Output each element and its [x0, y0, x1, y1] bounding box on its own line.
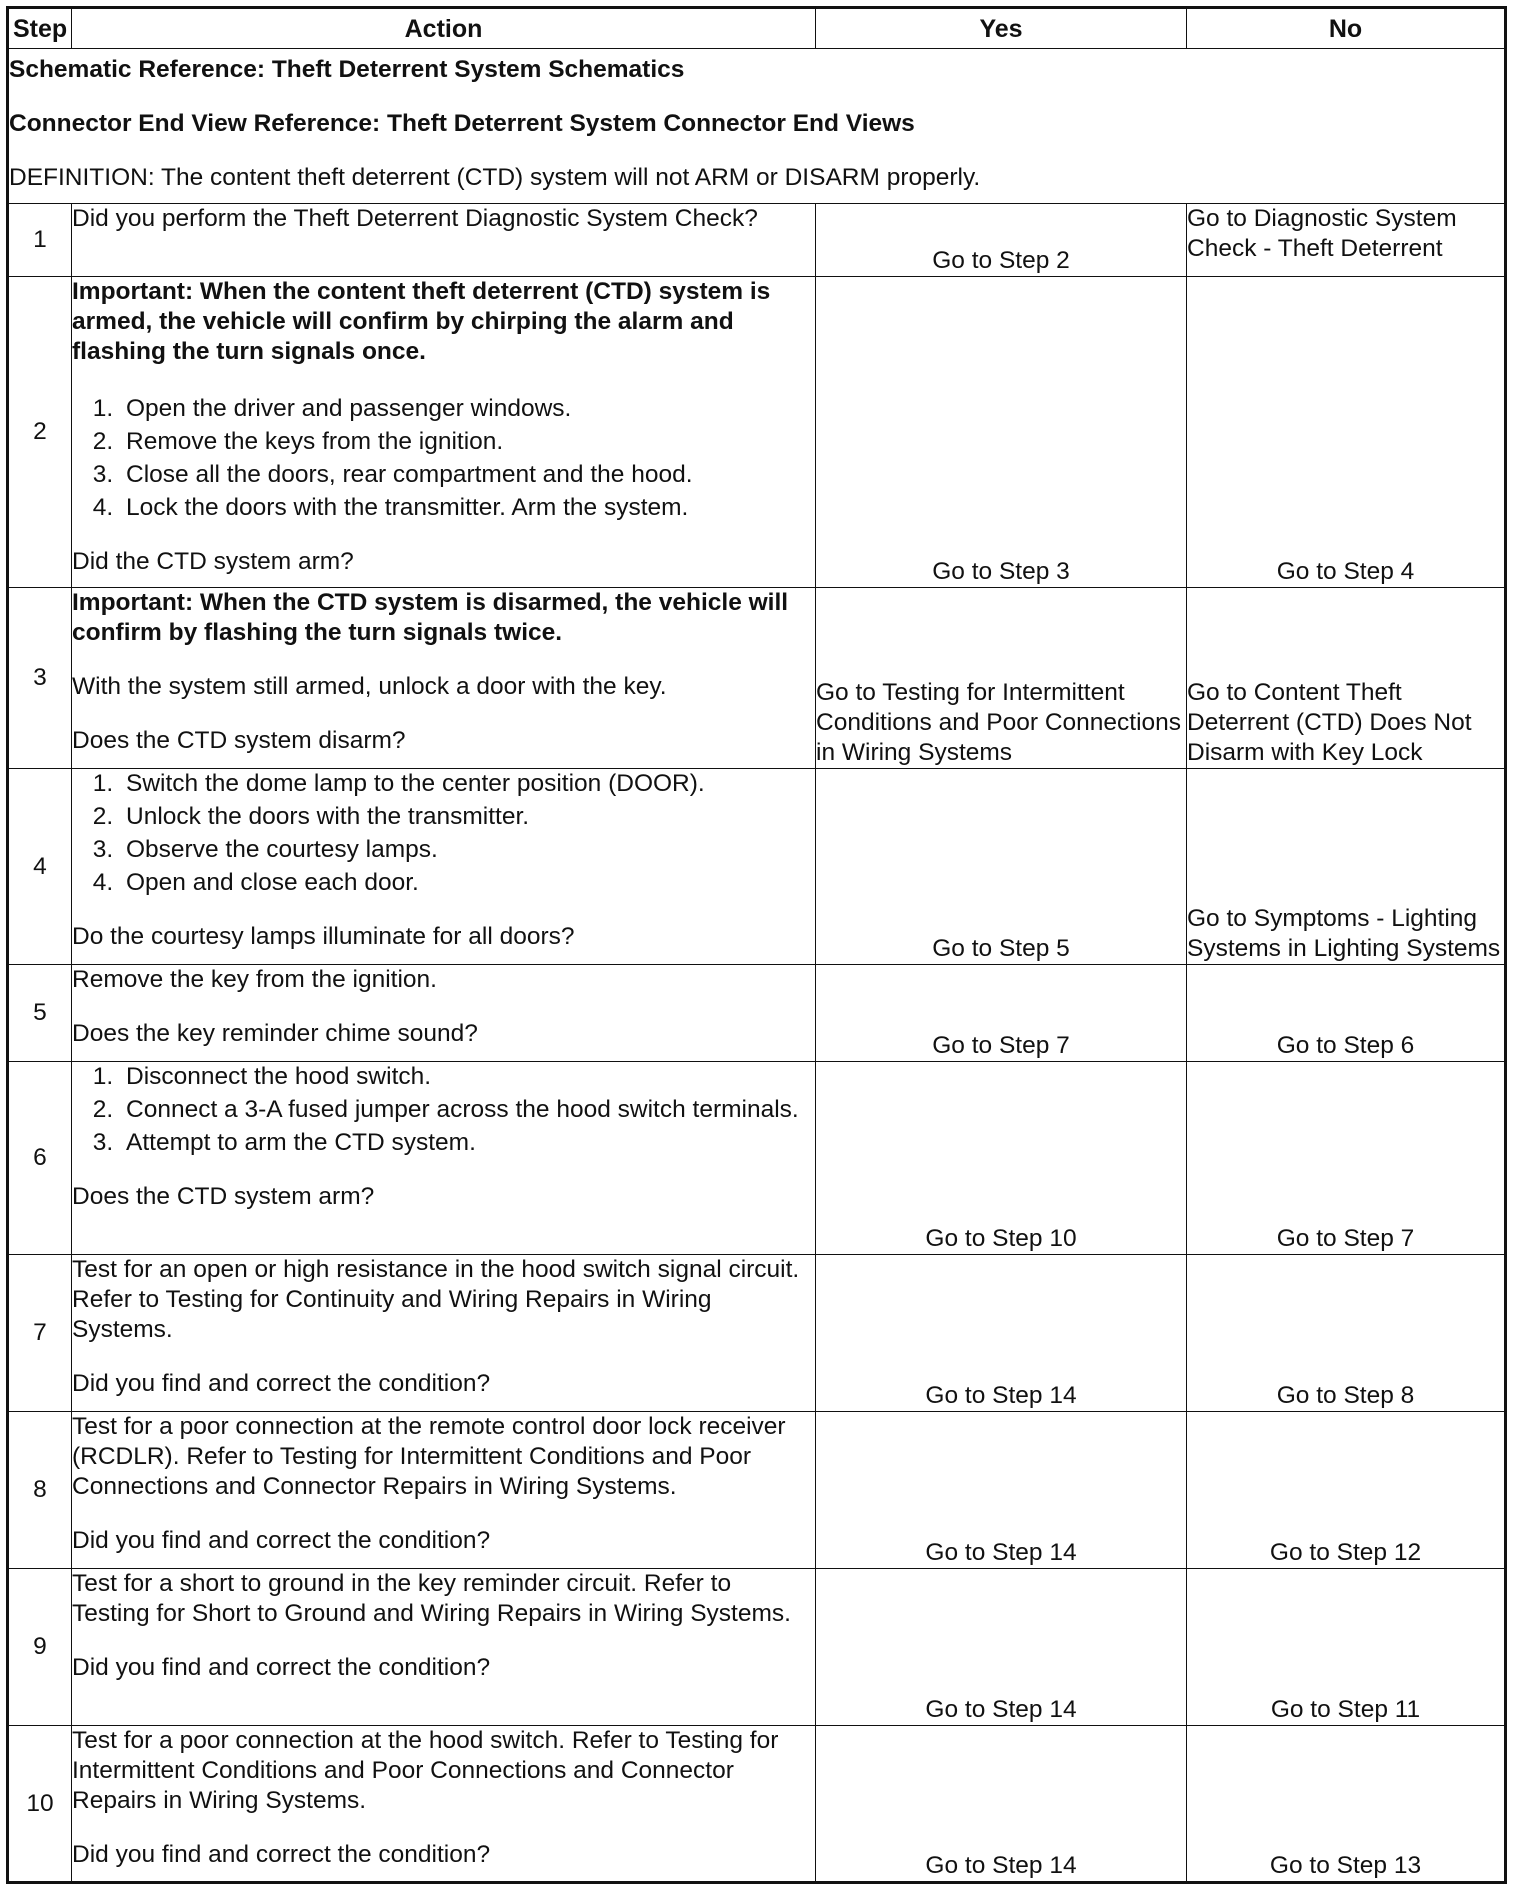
- yes-result: Go to Step 2: [816, 204, 1187, 277]
- list-item: 3. Close all the doors, rear compartment and the hood.: [120, 460, 815, 490]
- step-action: [72, 1062, 816, 1255]
- step-list: [72, 769, 815, 898]
- step-question: Does the CTD system disarm?: [72, 727, 406, 754]
- step-action: [72, 1255, 816, 1412]
- table-row: [8, 1255, 1506, 1412]
- diagnostic-table: [6, 6, 1507, 1884]
- no-result: Go to Content Theft Deterrent (CTD) Does Not Disarm with Key Lock: [1187, 588, 1506, 769]
- yes-result: Go to Step 5: [816, 769, 1187, 965]
- step-number: 1: [8, 204, 72, 277]
- table-row: [8, 965, 1506, 1062]
- references-cell: [8, 49, 1506, 204]
- no-result: Go to Step 8: [1187, 1255, 1506, 1412]
- step-question: Did you find and correct the condition?: [72, 1527, 491, 1554]
- table-row: [8, 204, 1506, 277]
- no-result: Go to Step 7: [1187, 1062, 1506, 1255]
- step-action: [72, 769, 816, 965]
- yes-result: Go to Step 7: [816, 965, 1187, 1062]
- step-action: [72, 1569, 816, 1726]
- step-number: 7: [8, 1255, 72, 1412]
- yes-result: Go to Testing for Intermittent Conditions and Poor Connections in Wiring Systems: [816, 588, 1187, 769]
- step-number: 6: [8, 1062, 72, 1255]
- table-row: [8, 1569, 1506, 1726]
- list-item: 2. Remove the keys from the ignition.: [120, 427, 815, 457]
- no-result: Go to Step 13: [1187, 1726, 1506, 1883]
- table-row: [8, 588, 1506, 769]
- step-text: Test for a poor connection at the hood switch. Refer to Testing for Intermittent Conditions and Poor Connections and Connector Repairs in Wiring Systems.: [72, 1727, 779, 1814]
- no-result: Go to Step 12: [1187, 1412, 1506, 1569]
- header-action: Action: [72, 8, 816, 49]
- step-question: Did you find and correct the condition?: [72, 1654, 491, 1681]
- yes-result: Go to Step 14: [816, 1726, 1187, 1883]
- yes-result: Go to Step 14: [816, 1255, 1187, 1412]
- important-note: Important: When the CTD system is disarmed, the vehicle will confirm by flashing the turn signals twice.: [72, 589, 789, 646]
- step-question: Do the courtesy lamps illuminate for all doors?: [72, 923, 575, 950]
- step-question: Does the key reminder chime sound?: [72, 1020, 478, 1047]
- step-number: 9: [8, 1569, 72, 1726]
- step-number: 10: [8, 1726, 72, 1883]
- table-row: [8, 1412, 1506, 1569]
- yes-result: Go to Step 3: [816, 277, 1187, 588]
- yes-result: Go to Step 14: [816, 1412, 1187, 1569]
- step-question: Does the CTD system arm?: [72, 1183, 375, 1210]
- connector-reference: Connector End View Reference: Theft Deterrent System Connector End Views: [9, 110, 915, 137]
- table-row: [8, 1726, 1506, 1883]
- step-text: With the system still armed, unlock a door with the key.: [72, 673, 667, 700]
- schematic-reference: Schematic Reference: Theft Deterrent System Schematics: [9, 56, 685, 83]
- list-item: 1. Open the driver and passenger windows.: [120, 394, 815, 424]
- step-question: Did you find and correct the condition?: [72, 1370, 491, 1397]
- table-row: [8, 769, 1506, 965]
- list-item: 3. Observe the courtesy lamps.: [120, 835, 815, 865]
- step-text: Test for a short to ground in the key reminder circuit. Refer to Testing for Short to Ground and Wiring Repairs in Wiring Systems.: [72, 1570, 791, 1627]
- table-row: [8, 277, 1506, 588]
- step-number: 2: [8, 277, 72, 588]
- table-row: [8, 1062, 1506, 1255]
- list-item: 3. Attempt to arm the CTD system.: [120, 1128, 815, 1158]
- no-result: Go to Diagnostic System Check - Theft Deterrent: [1187, 204, 1506, 277]
- no-result: Go to Step 11: [1187, 1569, 1506, 1726]
- header-step: Step: [8, 8, 72, 49]
- step-text: Test for a poor connection at the remote control door lock receiver (RCDLR). Refer to Testing for Intermittent Conditions and Poor Connections and Connector Repairs in Wiring Systems.: [72, 1413, 786, 1500]
- step-text: Remove the key from the ignition.: [72, 966, 437, 993]
- step-question: Did you find and correct the condition?: [72, 1841, 491, 1868]
- no-result: Go to Step 4: [1187, 277, 1506, 588]
- step-action: [72, 204, 816, 277]
- important-note: Important: When the content theft deterrent (CTD) system is armed, the vehicle will confirm by chirping the alarm and flashing the turn signals once.: [72, 278, 771, 365]
- references-row: [8, 49, 1506, 204]
- list-item: 4. Open and close each door.: [120, 868, 815, 898]
- step-question: Did the CTD system arm?: [72, 548, 354, 575]
- list-item: 4. Lock the doors with the transmitter. Arm the system.: [120, 493, 815, 523]
- step-action: [72, 965, 816, 1062]
- header-no: No: [1187, 8, 1506, 49]
- no-result: Go to Symptoms - Lighting Systems in Lighting Systems: [1187, 769, 1506, 965]
- no-result: Go to Step 6: [1187, 965, 1506, 1062]
- step-list: [72, 394, 815, 523]
- list-item: 1. Switch the dome lamp to the center position (DOOR).: [120, 769, 815, 799]
- step-number: 3: [8, 588, 72, 769]
- step-action: [72, 1726, 816, 1883]
- step-number: 5: [8, 965, 72, 1062]
- step-number: 8: [8, 1412, 72, 1569]
- step-list: [72, 1062, 815, 1158]
- definition-text: DEFINITION: The content theft deterrent (CTD) system will not ARM or DISARM properly.: [9, 164, 981, 191]
- step-action: [72, 277, 816, 588]
- yes-result: Go to Step 14: [816, 1569, 1187, 1726]
- step-action: [72, 588, 816, 769]
- header-yes: Yes: [816, 8, 1187, 49]
- step-number: 4: [8, 769, 72, 965]
- list-item: 2. Unlock the doors with the transmitter.: [120, 802, 815, 832]
- table-header-row: [8, 8, 1506, 49]
- step-action: [72, 1412, 816, 1569]
- yes-result: Go to Step 10: [816, 1062, 1187, 1255]
- step-text: Test for an open or high resistance in the hood switch signal circuit. Refer to Testing for Continuity and Wiring Repairs in Wiring Systems.: [72, 1256, 800, 1343]
- step-question: Did you perform the Theft Deterrent Diagnostic System Check?: [72, 205, 758, 232]
- list-item: 2. Connect a 3-A fused jumper across the hood switch terminals.: [120, 1095, 815, 1125]
- list-item: 1. Disconnect the hood switch.: [120, 1062, 815, 1092]
